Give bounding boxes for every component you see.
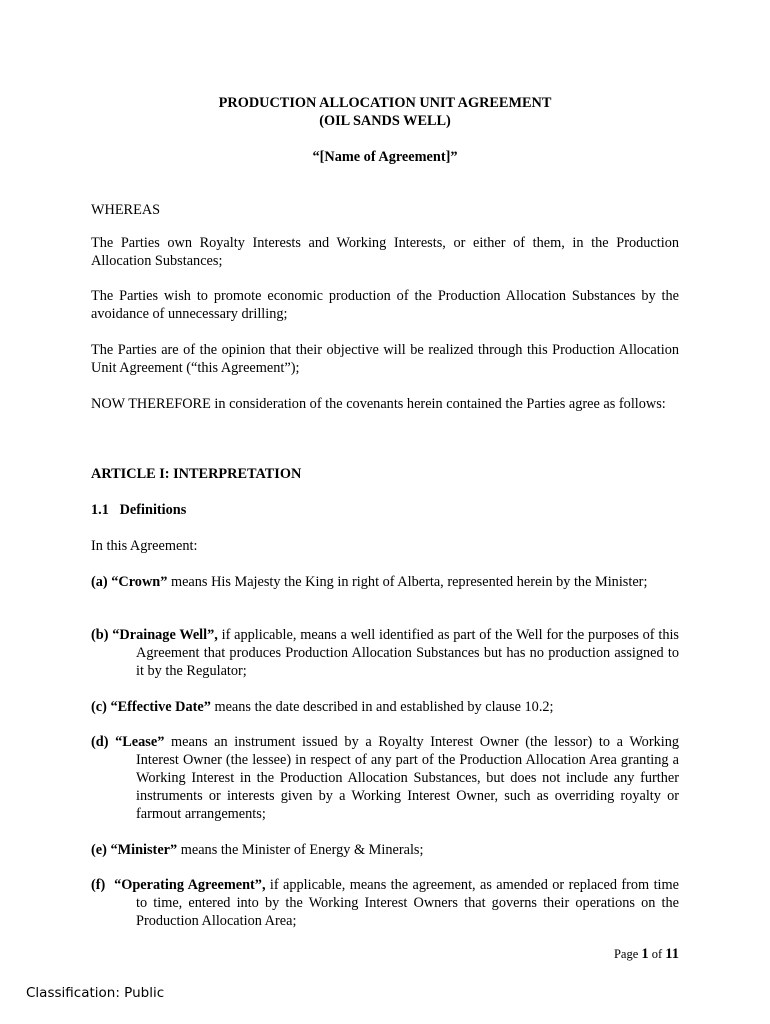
definition-term: “Effective Date” [110, 699, 211, 715]
definition-text: means the Minister of Energy & Minerals; [177, 842, 424, 858]
definition-term: “Operating Agreement”, [114, 877, 266, 893]
definition-text: means His Majesty the King in right of Alberta, represented herein by the Minister; [167, 574, 648, 590]
definition-text: if applicable, means the agreement, as amended or replaced from time to time, entered into by the Working Interest Owners that governs their operations on the Production Allocation Area; [136, 877, 679, 929]
definition-term: “Minister” [110, 842, 178, 858]
recital-paragraph-3: The Parties are of the opinion that their objective will be realized through this Production Allocation Unit Agreement (“this Agreement”); [91, 342, 679, 376]
whereas-heading: WHEREAS [91, 202, 161, 218]
recital-paragraph-2: The Parties wish to promote economic production of the Production Allocation Substances by the avoidance of unnecessary drilling; [91, 288, 679, 322]
definition-term: “Drainage Well”, [112, 627, 218, 643]
recital-paragraph-4: NOW THEREFORE in consideration of the covenants herein contained the Parties agree as follows: [91, 396, 666, 412]
definition-term: “Crown” [111, 574, 168, 590]
section-heading: 1.1 Definitions [91, 502, 187, 518]
agreement-subtitle: (OIL SANDS WELL) [319, 113, 451, 129]
definition-item [91, 733, 679, 823]
page-of: of [648, 947, 666, 961]
definition-item [91, 698, 679, 716]
definition-text: means the date described in and established by clause 10.2; [210, 699, 554, 715]
definition-label: (c) [91, 699, 107, 715]
definition-label: (d) [91, 734, 109, 750]
page-number [614, 945, 679, 963]
page-current: 1 [641, 946, 649, 962]
article-heading: ARTICLE I: INTERPRETATION [91, 466, 302, 482]
definition-item [91, 876, 679, 930]
definition-text: if applicable, means a well identified as part of the Well for the purposes of this Agreement that produces Production Allocation Substances but has no production assigned to it by the Regulator; [136, 627, 679, 679]
definition-label: (e) [91, 842, 107, 858]
definition-label: (b) [91, 627, 109, 643]
agreement-name: “[Name of Agreement]” [312, 149, 458, 165]
definition-label: (f) [91, 877, 106, 893]
definition-item [91, 573, 679, 591]
definition-term: “Lease” [115, 734, 165, 750]
definition-item [91, 626, 679, 680]
section-intro: In this Agreement: [91, 538, 198, 554]
page-total: 11 [665, 946, 679, 962]
definition-label: (a) [91, 574, 108, 590]
agreement-title: PRODUCTION ALLOCATION UNIT AGREEMENT [218, 95, 552, 111]
classification-label: Classification: Public [26, 985, 165, 1001]
definition-item [91, 841, 679, 859]
definition-text: means an instrument issued by a Royalty Interest Owner (the lessor) to a Working Interest Owner (the lessee) in respect of any part of the Production Allocation Area granting a Working Interest in the Production Allocation Substances, but does not include any further instruments or interests given by a Working Interest Owner, such as overriding royalty or farmout arrangements; [136, 734, 679, 822]
recital-paragraph-1: The Parties own Royalty Interests and Working Interests, or either of them, in the Production Allocation Substances; [91, 235, 679, 269]
page-prefix: Page [613, 947, 642, 961]
